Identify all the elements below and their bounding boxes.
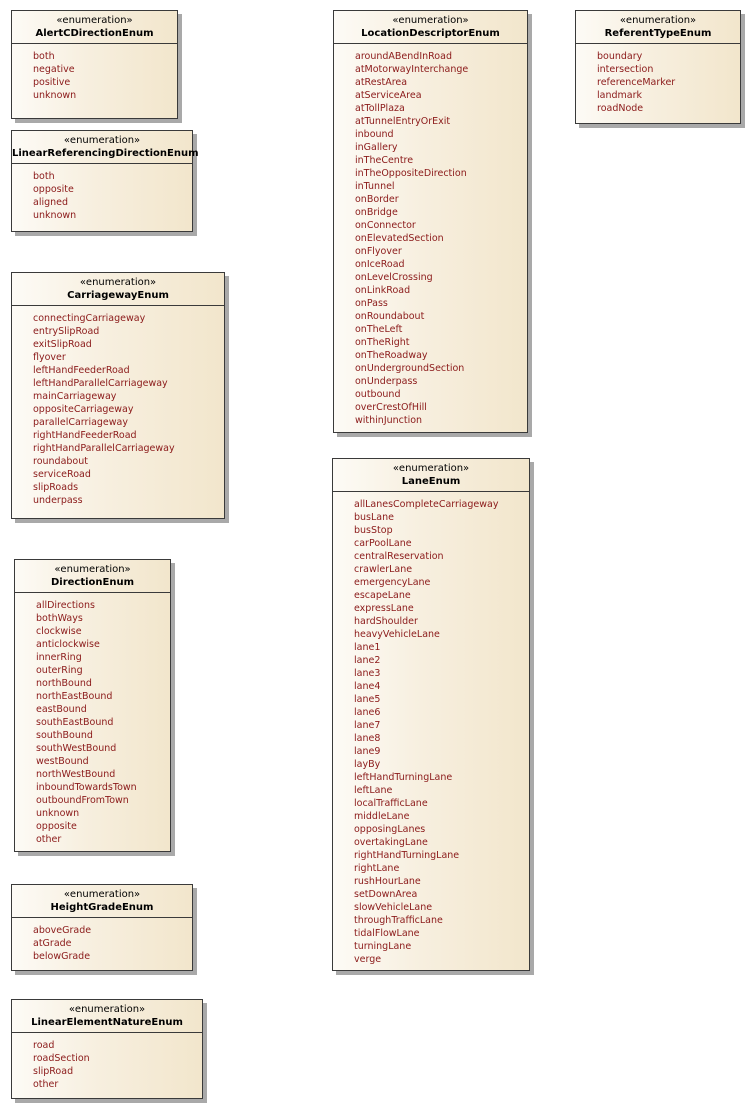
- enum-literal: southBound: [36, 730, 93, 741]
- enum-literal: slipRoads: [33, 482, 79, 493]
- enum-header: [12, 131, 199, 164]
- literal-list: [12, 918, 192, 963]
- enum-stereotype: «enumeration»: [619, 15, 697, 26]
- enum-literal: mainCarriageway: [33, 391, 117, 402]
- enum-literal: atMotorwayInterchange: [355, 64, 469, 75]
- enum-literal: lane9: [354, 746, 381, 757]
- enum-literal: slipRoad: [33, 1066, 74, 1077]
- enum-literal: boundary: [597, 51, 643, 62]
- enum-carriageway[interactable]: [11, 272, 225, 519]
- enum-literal: onRoundabout: [355, 311, 425, 322]
- enum-literal: inGallery: [355, 142, 398, 153]
- enum-literal: southWestBound: [36, 743, 117, 754]
- enum-literal: outerRing: [36, 665, 83, 676]
- enum-name: LaneEnum: [401, 476, 461, 487]
- enum-name: ReferentTypeEnum: [604, 28, 712, 39]
- enum-header: [12, 885, 192, 918]
- enum-header: [12, 1000, 202, 1033]
- literal-list: [15, 593, 170, 846]
- enum-literal: onLinkRoad: [355, 285, 411, 296]
- enum-literal: slowVehicleLane: [354, 902, 433, 913]
- enum-name: DirectionEnum: [50, 577, 135, 588]
- enum-literal: onUnderpass: [355, 376, 418, 387]
- enum-literal: flyover: [33, 352, 66, 363]
- enum-direction[interactable]: [14, 559, 171, 852]
- enum-literal: allDirections: [36, 600, 95, 611]
- enum-literal: landmark: [597, 90, 642, 101]
- enum-literal: overtakingLane: [354, 837, 428, 848]
- enum-literal: atTollPlaza: [355, 103, 405, 114]
- enum-literal: anticlockwise: [36, 639, 100, 650]
- literal-list: [12, 164, 192, 222]
- enum-literal: onPass: [355, 298, 388, 309]
- enum-literal: roadSection: [33, 1053, 90, 1064]
- enum-literal: innerRing: [36, 652, 82, 663]
- enum-literal: atGrade: [33, 938, 72, 949]
- enum-literal: escapeLane: [354, 590, 411, 601]
- literal-list: [12, 44, 177, 102]
- enum-literal: westBound: [36, 756, 89, 767]
- enum-literal: unknown: [36, 808, 80, 819]
- enum-literal: hardShoulder: [354, 616, 418, 627]
- enum-name: AlertCDirectionEnum: [35, 28, 154, 39]
- enum-literal: onBorder: [355, 194, 399, 205]
- enum-literal: allLanesCompleteCarriageway: [354, 499, 499, 510]
- enum-literal: leftLane: [354, 785, 393, 796]
- enum-literal: onIceRoad: [355, 259, 405, 270]
- enum-literal: unknown: [33, 90, 77, 101]
- literal-list: [334, 44, 527, 427]
- enum-literal: onElevatedSection: [355, 233, 444, 244]
- enum-location-descriptor[interactable]: [333, 10, 528, 433]
- enum-literal: clockwise: [36, 626, 82, 637]
- enum-literal: atRestArea: [355, 77, 408, 88]
- enum-stereotype: «enumeration»: [392, 463, 470, 474]
- enum-literal: opposite: [36, 821, 77, 832]
- enum-literal: exitSlipRoad: [33, 339, 92, 350]
- enum-literal: throughTrafficLane: [354, 915, 443, 926]
- enum-literal: outbound: [355, 389, 401, 400]
- enum-literal: layBy: [354, 759, 381, 770]
- enum-literal: lane2: [354, 655, 381, 666]
- enum-header: [334, 11, 527, 44]
- enum-literal: leftHandParallelCarriageway: [33, 378, 168, 389]
- enum-literal: busLane: [354, 512, 394, 523]
- enum-literal: southEastBound: [36, 717, 114, 728]
- enum-stereotype: «enumeration»: [79, 277, 157, 288]
- enum-literal: northEastBound: [36, 691, 113, 702]
- enum-name: HeightGradeEnum: [50, 902, 154, 913]
- enum-literal: both: [33, 51, 55, 62]
- enum-header: [576, 11, 740, 44]
- enum-header: [333, 459, 529, 492]
- literal-list: [333, 492, 529, 966]
- enum-literal: northBound: [36, 678, 92, 689]
- enum-literal: carPoolLane: [354, 538, 412, 549]
- enum-stereotype: «enumeration»: [68, 1004, 146, 1015]
- enum-literal: onTheRight: [355, 337, 410, 348]
- enum-literal: lane6: [354, 707, 381, 718]
- literal-list: [12, 1033, 202, 1091]
- enum-literal: onFlyover: [355, 246, 402, 257]
- enum-literal: serviceRoad: [33, 469, 91, 480]
- enum-literal: rightHandParallelCarriageway: [33, 443, 175, 454]
- enum-literal: outboundFromTown: [36, 795, 129, 806]
- enum-literal: eastBound: [36, 704, 87, 715]
- enum-literal: onTheLeft: [355, 324, 403, 335]
- enum-literal: crawlerLane: [354, 564, 413, 575]
- enum-literal: overCrestOfHill: [355, 402, 427, 413]
- enum-literal: atServiceArea: [355, 90, 422, 101]
- enum-stereotype: «enumeration»: [63, 889, 141, 900]
- enum-literal: bothWays: [36, 613, 83, 624]
- enum-literal: unknown: [33, 210, 77, 221]
- enum-lane[interactable]: [332, 458, 530, 971]
- enum-literal: onTheRoadway: [355, 350, 428, 361]
- enum-stereotype: «enumeration»: [54, 564, 131, 575]
- enum-literal: other: [36, 834, 62, 845]
- enum-literal: localTrafficLane: [354, 798, 428, 809]
- enum-stereotype: «enumeration»: [56, 15, 133, 26]
- enum-literal: both: [33, 171, 55, 182]
- enum-literal: opposite: [33, 184, 74, 195]
- enum-literal: tidalFlowLane: [354, 928, 420, 939]
- enum-literal: inTheOppositeDirection: [355, 168, 467, 179]
- enum-literal: roadNode: [597, 103, 644, 114]
- enum-literal: inbound: [355, 129, 394, 140]
- enum-literal: setDownArea: [354, 889, 418, 900]
- enum-literal: positive: [33, 77, 71, 88]
- enum-literal: lane5: [354, 694, 381, 705]
- enum-literal: lane8: [354, 733, 381, 744]
- enum-name: CarriagewayEnum: [67, 290, 169, 301]
- enum-literal: aroundABendInRoad: [355, 51, 452, 62]
- enum-literal: middleLane: [354, 811, 410, 822]
- enum-name: LinearElementNatureEnum: [31, 1017, 183, 1028]
- enum-literal: lane3: [354, 668, 381, 679]
- enum-literal: turningLane: [354, 941, 412, 952]
- enum-literal: rightHandTurningLane: [354, 850, 460, 861]
- enum-literal: onConnector: [355, 220, 416, 231]
- enum-literal: road: [33, 1040, 55, 1051]
- enum-literal: onBridge: [355, 207, 398, 218]
- enum-literal: underpass: [33, 495, 83, 506]
- enum-literal: lane4: [354, 681, 381, 692]
- enum-literal: onLevelCrossing: [355, 272, 433, 283]
- enum-literal: leftHandTurningLane: [354, 772, 453, 783]
- enum-literal: heavyVehicleLane: [354, 629, 440, 640]
- enum-literal: referenceMarker: [597, 77, 676, 88]
- enum-literal: verge: [354, 954, 382, 965]
- enum-literal: other: [33, 1079, 59, 1090]
- enum-literal: opposingLanes: [354, 824, 426, 835]
- enum-literal: inTunnel: [355, 181, 395, 192]
- enum-header: [12, 11, 177, 44]
- enum-literal: inTheCentre: [355, 155, 414, 166]
- enum-stereotype: «enumeration»: [392, 15, 469, 26]
- enum-literal: northWestBound: [36, 769, 116, 780]
- enum-stereotype: «enumeration»: [63, 135, 141, 146]
- enum-header: [12, 273, 224, 306]
- enum-linear-element-nature[interactable]: [11, 999, 203, 1099]
- enum-literal: leftHandFeederRoad: [33, 365, 130, 376]
- enum-literal: connectingCarriageway: [33, 313, 146, 324]
- enum-literal: aligned: [33, 197, 69, 208]
- enum-literal: onUndergroundSection: [355, 363, 465, 374]
- enum-name: LocationDescriptorEnum: [361, 28, 500, 39]
- enum-literal: negative: [33, 64, 75, 75]
- enum-name: LinearReferencingDirectionEnum: [12, 148, 199, 159]
- enum-literal: lane7: [354, 720, 381, 731]
- enum-literal: aboveGrade: [33, 925, 92, 936]
- enum-literal: busStop: [354, 525, 393, 536]
- enum-literal: belowGrade: [33, 951, 91, 962]
- enum-literal: parallelCarriageway: [33, 417, 128, 428]
- enum-header: [15, 560, 170, 593]
- enum-alertc-direction[interactable]: [11, 10, 178, 119]
- enum-literal: intersection: [597, 64, 654, 75]
- enum-literal: atTunnelEntryOrExit: [355, 116, 451, 127]
- literal-list: [576, 44, 740, 115]
- enum-literal: rightLane: [354, 863, 400, 874]
- enum-literal: roundabout: [33, 456, 88, 467]
- enum-literal: lane1: [354, 642, 381, 653]
- enum-literal: inboundTowardsTown: [36, 782, 137, 793]
- enum-literal: emergencyLane: [354, 577, 431, 588]
- enum-literal: centralReservation: [354, 551, 444, 562]
- enum-literal: rightHandFeederRoad: [33, 430, 137, 441]
- enum-literal: expressLane: [354, 603, 414, 614]
- enum-literal: rushHourLane: [354, 876, 421, 887]
- enum-referent-type[interactable]: [575, 10, 741, 124]
- enum-literal: entrySlipRoad: [33, 326, 100, 337]
- enum-linear-referencing-direction[interactable]: [11, 130, 199, 232]
- enum-literal: withinJunction: [355, 415, 423, 426]
- literal-list: [12, 306, 224, 507]
- enum-literal: oppositeCarriageway: [33, 404, 134, 415]
- enum-height-grade[interactable]: [11, 884, 193, 971]
